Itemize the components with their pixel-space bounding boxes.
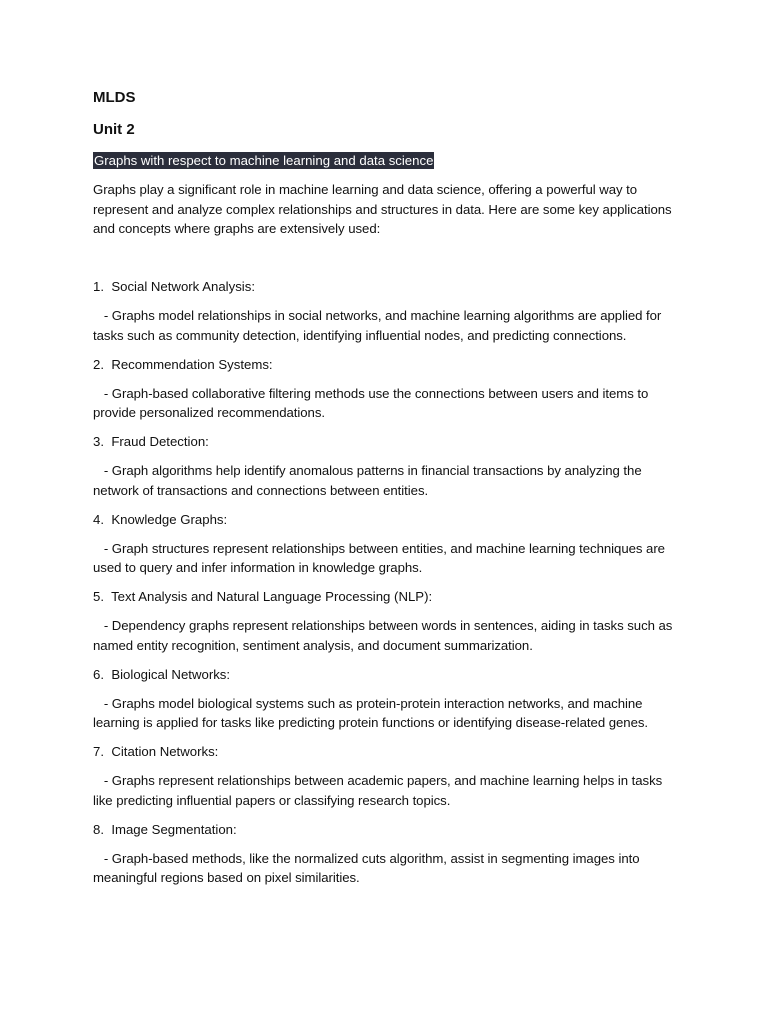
item-label: 6. Biological Networks: <box>93 666 231 682</box>
item-label: 3. Fraud Detection: <box>93 434 209 449</box>
item-description: - Graph-based collaborative filtering methods use the connections between users and items to provide personalized recommendations. <box>93 385 652 420</box>
item-label: 2. Recommendation Systems: <box>93 356 273 372</box>
applications-list <box>93 277 679 897</box>
item-label: 8. Image Segmentation: <box>93 821 237 837</box>
item-description: - Graphs model biological systems such as protein-protein interaction networks, and machine learning is applied for tasks like predicting protein functions or identifying disease-related genes. <box>93 695 649 730</box>
highlighted-heading[interactable]: Graphs with respect to machine learning and data science <box>94 153 434 168</box>
list-item <box>93 510 679 578</box>
document-title: MLDS <box>93 89 136 106</box>
item-description: - Graph structures represent relationships between entities, and machine learning techniques are used to query and infer information in knowledge graphs. <box>93 540 669 575</box>
intro-paragraph: Graphs play a significant role in machine learning and data science, offering a powerful way to represent and analyze complex relationships and structures in data. Here are some key applications and concepts where graphs are extensively used: <box>93 182 672 236</box>
list-item <box>93 820 679 888</box>
list-item <box>93 742 679 810</box>
item-label: 7. Citation Networks: <box>93 744 219 759</box>
list-item <box>93 277 679 345</box>
item-description: - Graphs model relationships in social networks, and machine learning algorithms are applied for tasks such as community detection, identifying influential nodes, and predicting connections. <box>93 308 665 343</box>
list-item <box>93 355 679 423</box>
item-label: 4. Knowledge Graphs: <box>93 511 228 527</box>
item-label: 1. Social Network Analysis: <box>93 279 255 294</box>
item-description: - Graphs represent relationships between academic papers, and machine learning helps in tasks like predicting influential papers or classifying research topics. <box>93 773 666 808</box>
item-label: 5. Text Analysis and Natural Language Processing (NLP): <box>93 589 433 604</box>
item-description: - Graph-based methods, like the normalized cuts algorithm, assist in segmenting images into meaningful regions based on pixel similarities. <box>93 850 644 885</box>
item-description: - Dependency graphs represent relationships between words in sentences, aiding in tasks such as named entity recognition, sentiment analysis, and document summarization. <box>93 618 676 653</box>
list-item <box>93 432 679 500</box>
unit-heading: Unit 2 <box>93 121 135 138</box>
list-item <box>93 587 679 655</box>
item-description: - Graph algorithms help identify anomalous patterns in financial transactions by analyzing the network of transactions and connections between entities. <box>93 463 646 498</box>
list-item <box>93 665 679 733</box>
